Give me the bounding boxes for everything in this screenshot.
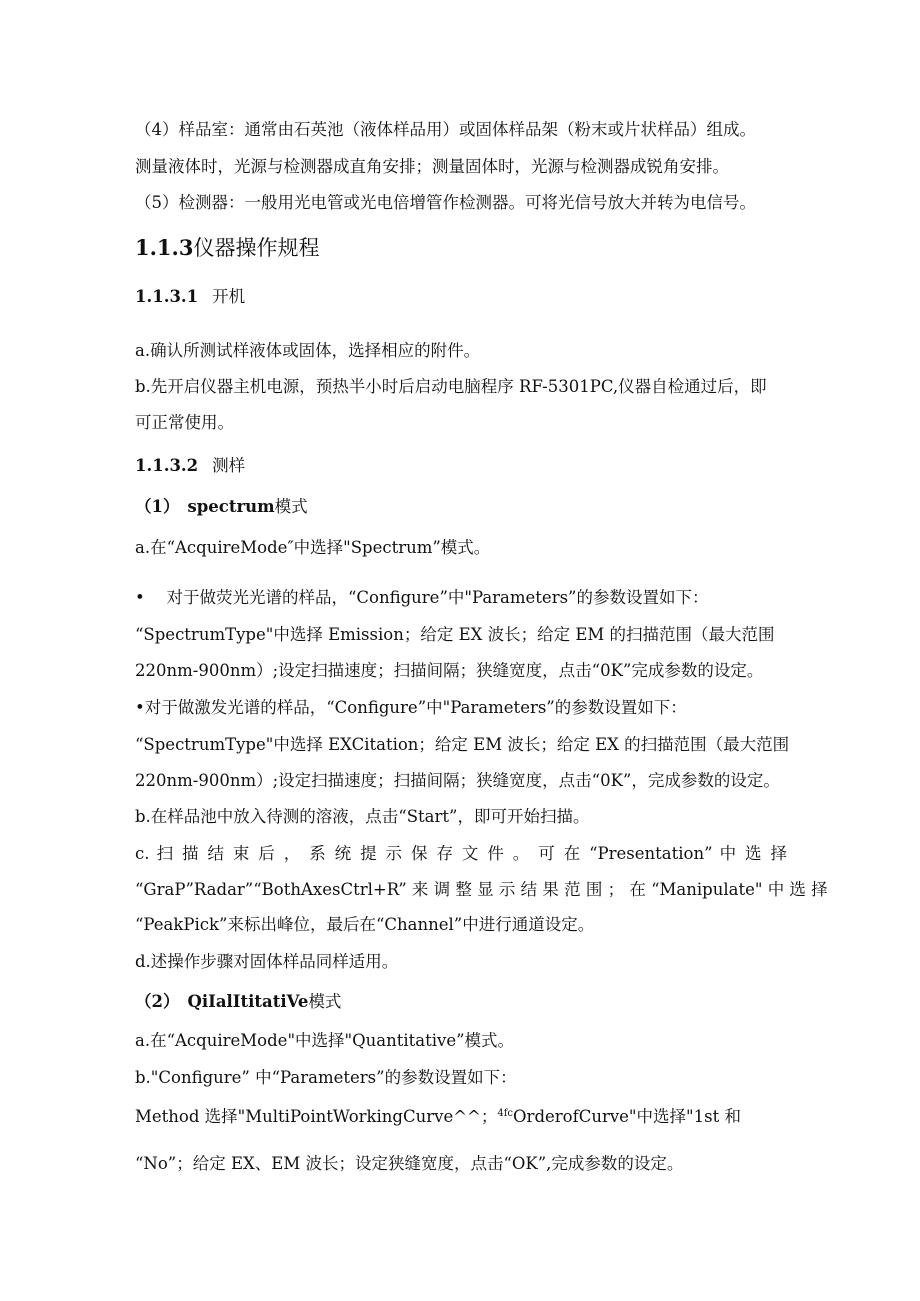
detector-line: （5）检测器：一般用光电管或光电倍增管作检测器。可将光信号放大并转为电信号。	[135, 193, 756, 212]
mode-suffix: 模式	[308, 992, 342, 1011]
quant-final-line: “No”；给定 EX、EM 波长；设定狭缝宽度，点击“OK”,完成参数的设定。	[135, 1154, 684, 1173]
method-superscript: 4fc	[497, 1108, 514, 1119]
mode-heading-quantitative	[135, 991, 341, 1013]
mode-number: （1）	[135, 497, 180, 516]
subsection-number: 1.1.3.2	[135, 456, 199, 475]
subsection-number: 1.1.3.1	[135, 287, 199, 306]
spectrum-step-b: b.在样品池中放入待测的溶液，点击“Start”，即可开始扫描。	[135, 807, 590, 826]
quant-step-a: a.在“AcquireMode"中选择"Quantitative”模式。	[135, 1031, 515, 1050]
mode-suffix: 模式	[274, 497, 308, 516]
mode-name: spectrum	[187, 497, 275, 516]
excitation-bullet-2: “SpectrumType"中选择 EXCitation；给定 EM 波长；给定 EX 的扫描范围（最大范围	[135, 735, 790, 754]
order-text: OrderofCurve"中选择"1st 和	[513, 1107, 741, 1126]
spectrum-step-c-2: “GraP”Radar”“BothAxesCtrl+R” 来 调 整 显 示 结 果 范 围 ； 在 “Manipulate" 中 选 择	[135, 880, 828, 899]
spectrum-step-c-1: c. 扫 描 结 束 后 ， 系 统 提 示 保 存 文 件 。 可 在 “Presentation” 中 选 择	[135, 844, 787, 863]
excitation-bullet-3: 220nm-900nm）;设定扫描速度；扫描间隔；狭缝宽度，点击“0K”，完成参数的设定。	[135, 771, 780, 790]
section-heading-1-1-3	[135, 237, 319, 259]
section-number: 1.1.3	[135, 235, 194, 260]
sample-chamber-line: （4）样品室：通常由石英池（液体样品用）或固体样品架（粉末或片状样品）组成。	[135, 120, 756, 139]
excitation-bullet-1: •对于做激发光谱的样品，“Configure”中"Parameters”的参数设置如下：	[135, 698, 687, 717]
method-text: Method 选择"MultiPointWorkingCurve^^；	[135, 1107, 498, 1126]
section-heading-1-1-3-1	[135, 286, 245, 308]
mode-name: QiIalItitatiVe	[187, 992, 309, 1011]
emission-bullet-2: “SpectrumType"中选择 Emission；给定 EX 波长；给定 EM 的扫描范围（最大范围	[135, 625, 775, 644]
section-heading-1-1-3-2	[135, 455, 245, 477]
mode-heading-spectrum	[135, 496, 308, 518]
quant-step-b: b."Configure” 中“Parameters”的参数设置如下：	[135, 1068, 517, 1087]
emission-bullet-1: • 对于做荧光光谱的样品，“Configure”中"Parameters”的参数设置如下：	[135, 588, 709, 607]
measurement-line: 测量液体时，光源与检测器成直角安排；测量固体时，光源与检测器成锐角安排。	[135, 157, 729, 176]
startup-step-b-2: 可正常使用。	[135, 413, 234, 432]
spectrum-step-c-3: “PeakPick”来标出峰位，最后在“Channel”中进行通道设定。	[135, 915, 595, 934]
section-title: 仪器操作规程	[193, 236, 320, 260]
subsection-title: 开机	[212, 287, 246, 306]
quant-method-line	[135, 1103, 741, 1128]
spectrum-step-d: d.述操作步骤对固体样品同样适用。	[135, 952, 399, 971]
mode-number: （2）	[135, 992, 180, 1011]
startup-step-b-1: b.先开启仪器主机电源，预热半小时后启动电脑程序 RF-5301PC,仪器自检通过后，即	[135, 377, 767, 396]
emission-bullet-3: 220nm-900nm）;设定扫描速度；扫描间隔；狭缝宽度，点击“0K”完成参数的设定。	[135, 661, 764, 680]
spectrum-step-a: a.在“AcquireMode″中选择"Spectrum”模式。	[135, 538, 491, 557]
subsection-title: 测样	[212, 456, 246, 475]
startup-step-a: a.确认所测试样液体或固体，选择相应的附件。	[135, 341, 481, 360]
